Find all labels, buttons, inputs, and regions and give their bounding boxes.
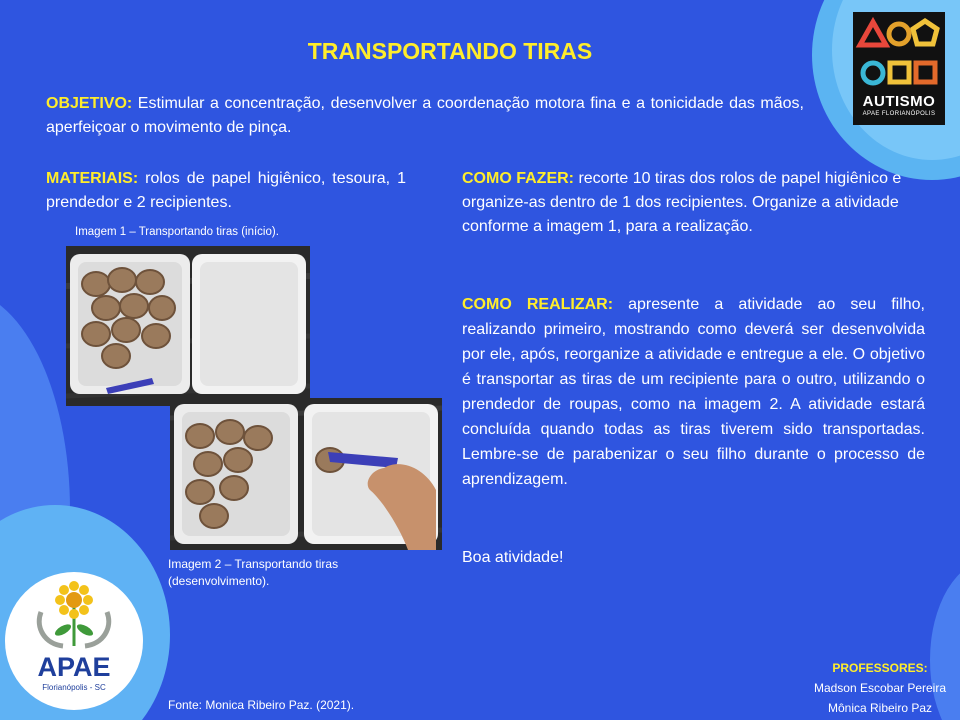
teacher-name: Madson Escobar Pereira: [813, 681, 947, 695]
materials-text: rolos de papel higiênico, tesoura, 1 prendedor e 2 recipientes.: [46, 170, 406, 211]
materials-label: MATERIAIS:: [46, 170, 139, 187]
teachers-heading: PROFESSORES:: [832, 661, 928, 675]
teachers-block: [780, 658, 960, 718]
objective-label: OBJETIVO:: [46, 95, 133, 112]
page-title: TRANSPORTANDO TIRAS: [307, 38, 593, 64]
activity-photo-development: [170, 398, 442, 550]
autismo-logo-sub: APAE FLORIANÓPOLIS: [862, 111, 936, 117]
image-caption-2: Imagem 2 – Transportando tiras (desenvolvimento).: [168, 557, 339, 588]
apae-logo: [5, 572, 143, 710]
teacher-name: Mônica Ribeiro Paz: [827, 701, 933, 715]
apae-flower-hands-icon: [5, 572, 143, 652]
apae-logo-sub: Florianópolis - SC: [42, 683, 106, 692]
how-to-make-text: recorte 10 tiras dos rolos de papel higiênico e organize-as dentro de 1 dos recipientes. Organize a atividade conforme a imagem 1, para a realização.: [462, 170, 902, 235]
how-to-do-text: apresente a atividade ao seu filho, realizando primeiro, mostrando como deverá ser desenvolvida por ele, após, reorganize a atividade e entregue a ele. O objetivo é transportar as tiras de um recipiente para o outro, utilizando o prendedor de roupas, como na imagem 2. A atividade estará concluída quando todas as tiras tiverem sido transportadas. Lembre-se de parabenizar o seu filho durante o processo de aprendizagem.: [462, 296, 925, 488]
image-source: Fonte: Monica Ribeiro Paz. (2021).: [168, 698, 355, 712]
autismo-logo: [853, 12, 945, 125]
activity-photo-start: [66, 246, 310, 406]
how-to-do-label: COMO REALIZAR:: [462, 296, 614, 313]
objective-paragraph: [46, 92, 804, 140]
closing-text: Boa atividade!: [462, 549, 564, 566]
objective-text: Estimular a concentração, desenvolver a coordenação motora fina e a tonicidade das mãos, aperfeiçoar o movimento de pinça.: [46, 95, 804, 136]
materials-paragraph: [46, 167, 406, 215]
how-to-make-paragraph: [462, 167, 908, 239]
autismo-logo-name: AUTISMO: [862, 93, 936, 110]
how-to-do-paragraph: [462, 292, 925, 492]
how-to-make-label: COMO FAZER:: [462, 170, 574, 187]
image-caption-1: Imagem 1 – Transportando tiras (início).: [75, 226, 279, 238]
apae-logo-name: APAE: [37, 652, 111, 682]
